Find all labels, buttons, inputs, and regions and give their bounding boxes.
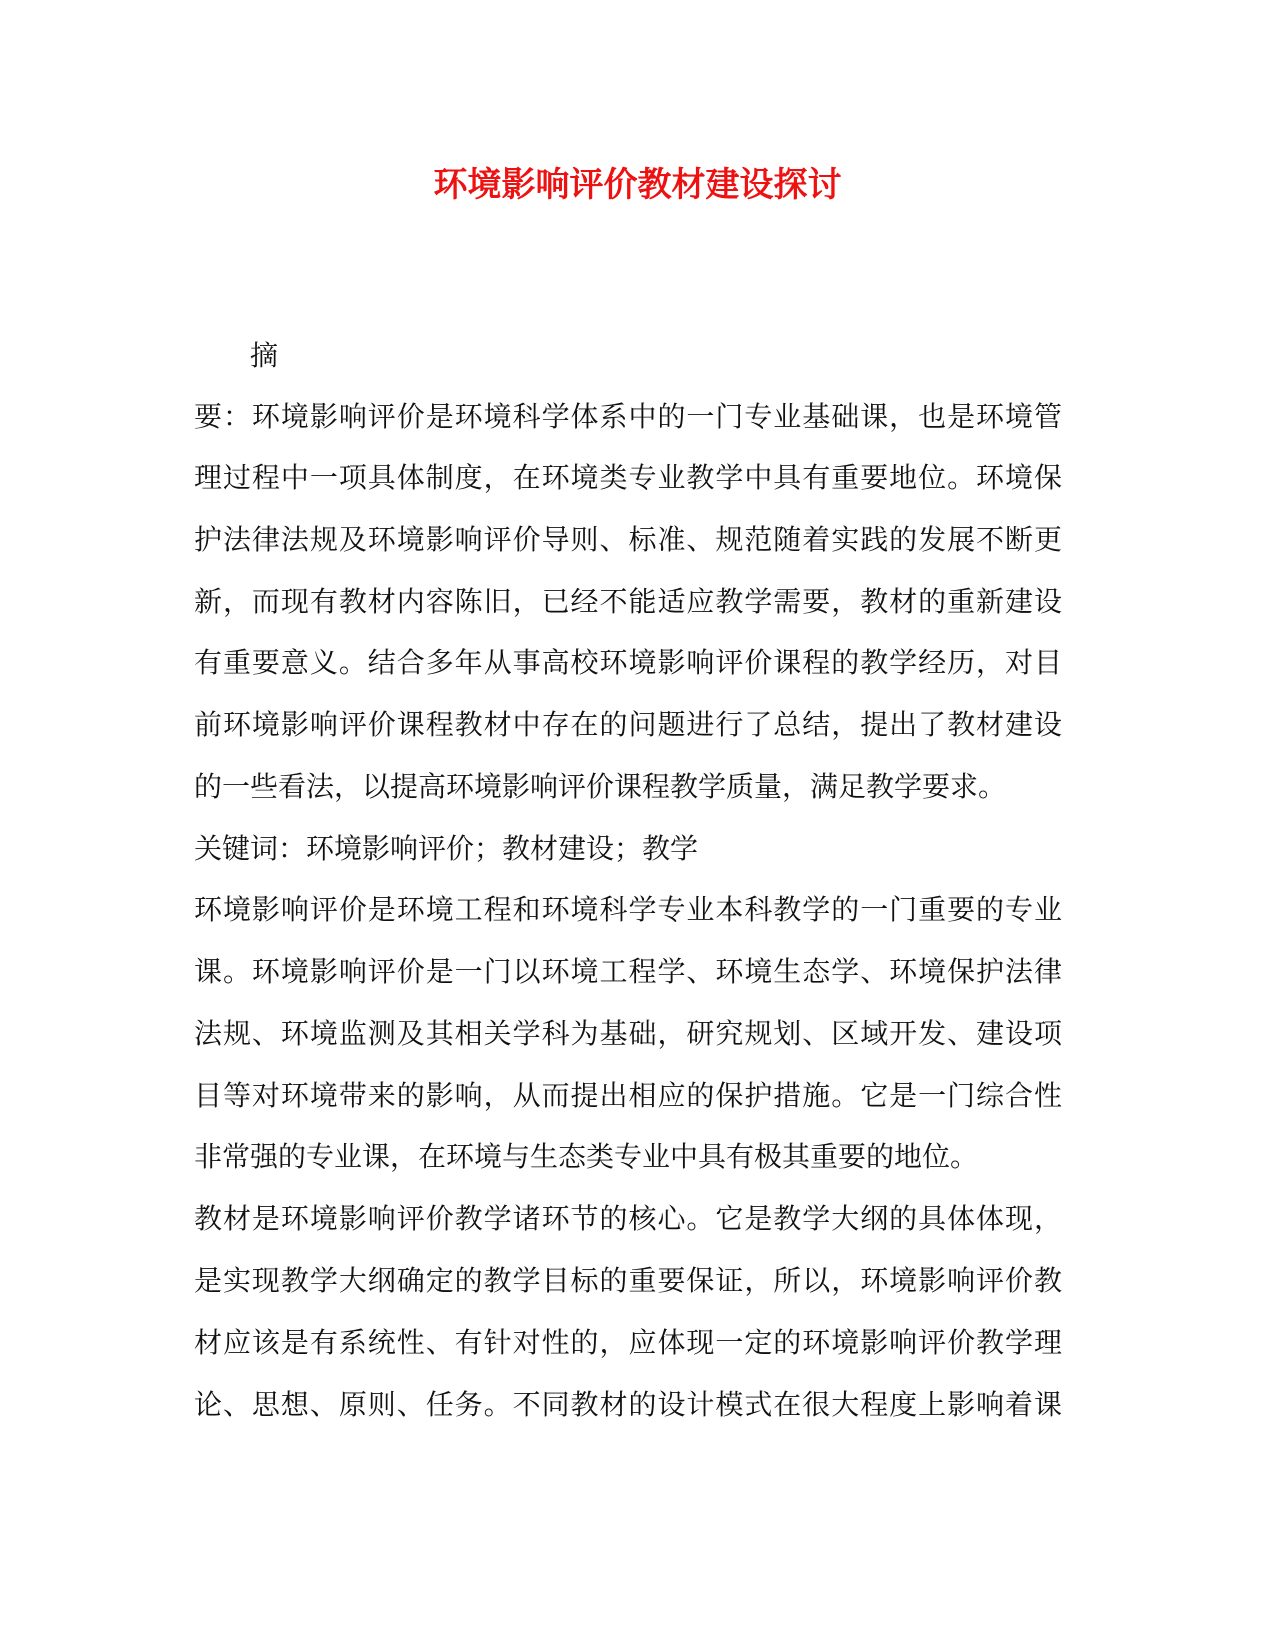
text-line: 的一些看法，以提高环境影响评价课程教学质量，满足教学要求。 xyxy=(194,770,1007,803)
text-line: 教材是环境影响评价教学诸环节的核心。它是教学大纲的具体体现， xyxy=(194,1202,1062,1235)
text-line: 要：环境影响评价是环境科学体系中的一门专业基础课，也是环境管 xyxy=(194,400,1062,433)
text-line: 课。环境影响评价是一门以环境工程学、环境生态学、环境保护法律 xyxy=(194,955,1062,988)
text-line: 非常强的专业课，在环境与生态类专业中具有极其重要的地位。 xyxy=(194,1140,979,1173)
text-line: 法规、环境监测及其相关学科为基础，研究规划、区域开发、建设项 xyxy=(194,1017,1062,1050)
text-line: 目等对环境带来的影响，从而提出相应的保护措施。它是一门综合性 xyxy=(194,1079,1062,1112)
text-line: 有重要意义。结合多年从事高校环境影响评价课程的教学经历，对目 xyxy=(194,646,1062,679)
keywords-line: 关键词：环境影响评价；教材建设；教学 xyxy=(194,832,699,865)
text-line: 新，而现有教材内容陈旧，已经不能适应教学需要，教材的重新建设 xyxy=(194,585,1062,618)
text-line: 是实现教学大纲确定的教学目标的重要保证，所以，环境影响评价教 xyxy=(194,1264,1062,1297)
text-line: 护法律法规及环境影响评价导则、标准、规范随着实践的发展不断更 xyxy=(194,523,1062,556)
abstract-label-line: 摘 xyxy=(250,339,279,372)
text-line: 材应该是有系统性、有针对性的，应体现一定的环境影响评价教学理 xyxy=(194,1326,1062,1359)
text-line: 前环境影响评价课程教材中存在的问题进行了总结，提出了教材建设 xyxy=(194,708,1062,741)
text-line: 环境影响评价是环境工程和环境科学专业本科教学的一门重要的专业 xyxy=(194,893,1062,926)
text-line: 论、思想、原则、任务。不同教材的设计模式在很大程度上影响着课 xyxy=(194,1388,1062,1421)
document-title: 环境影响评价教材建设探讨 xyxy=(433,165,842,205)
text-line: 理过程中一项具体制度，在环境类专业教学中具有重要地位。环境保 xyxy=(194,461,1062,494)
